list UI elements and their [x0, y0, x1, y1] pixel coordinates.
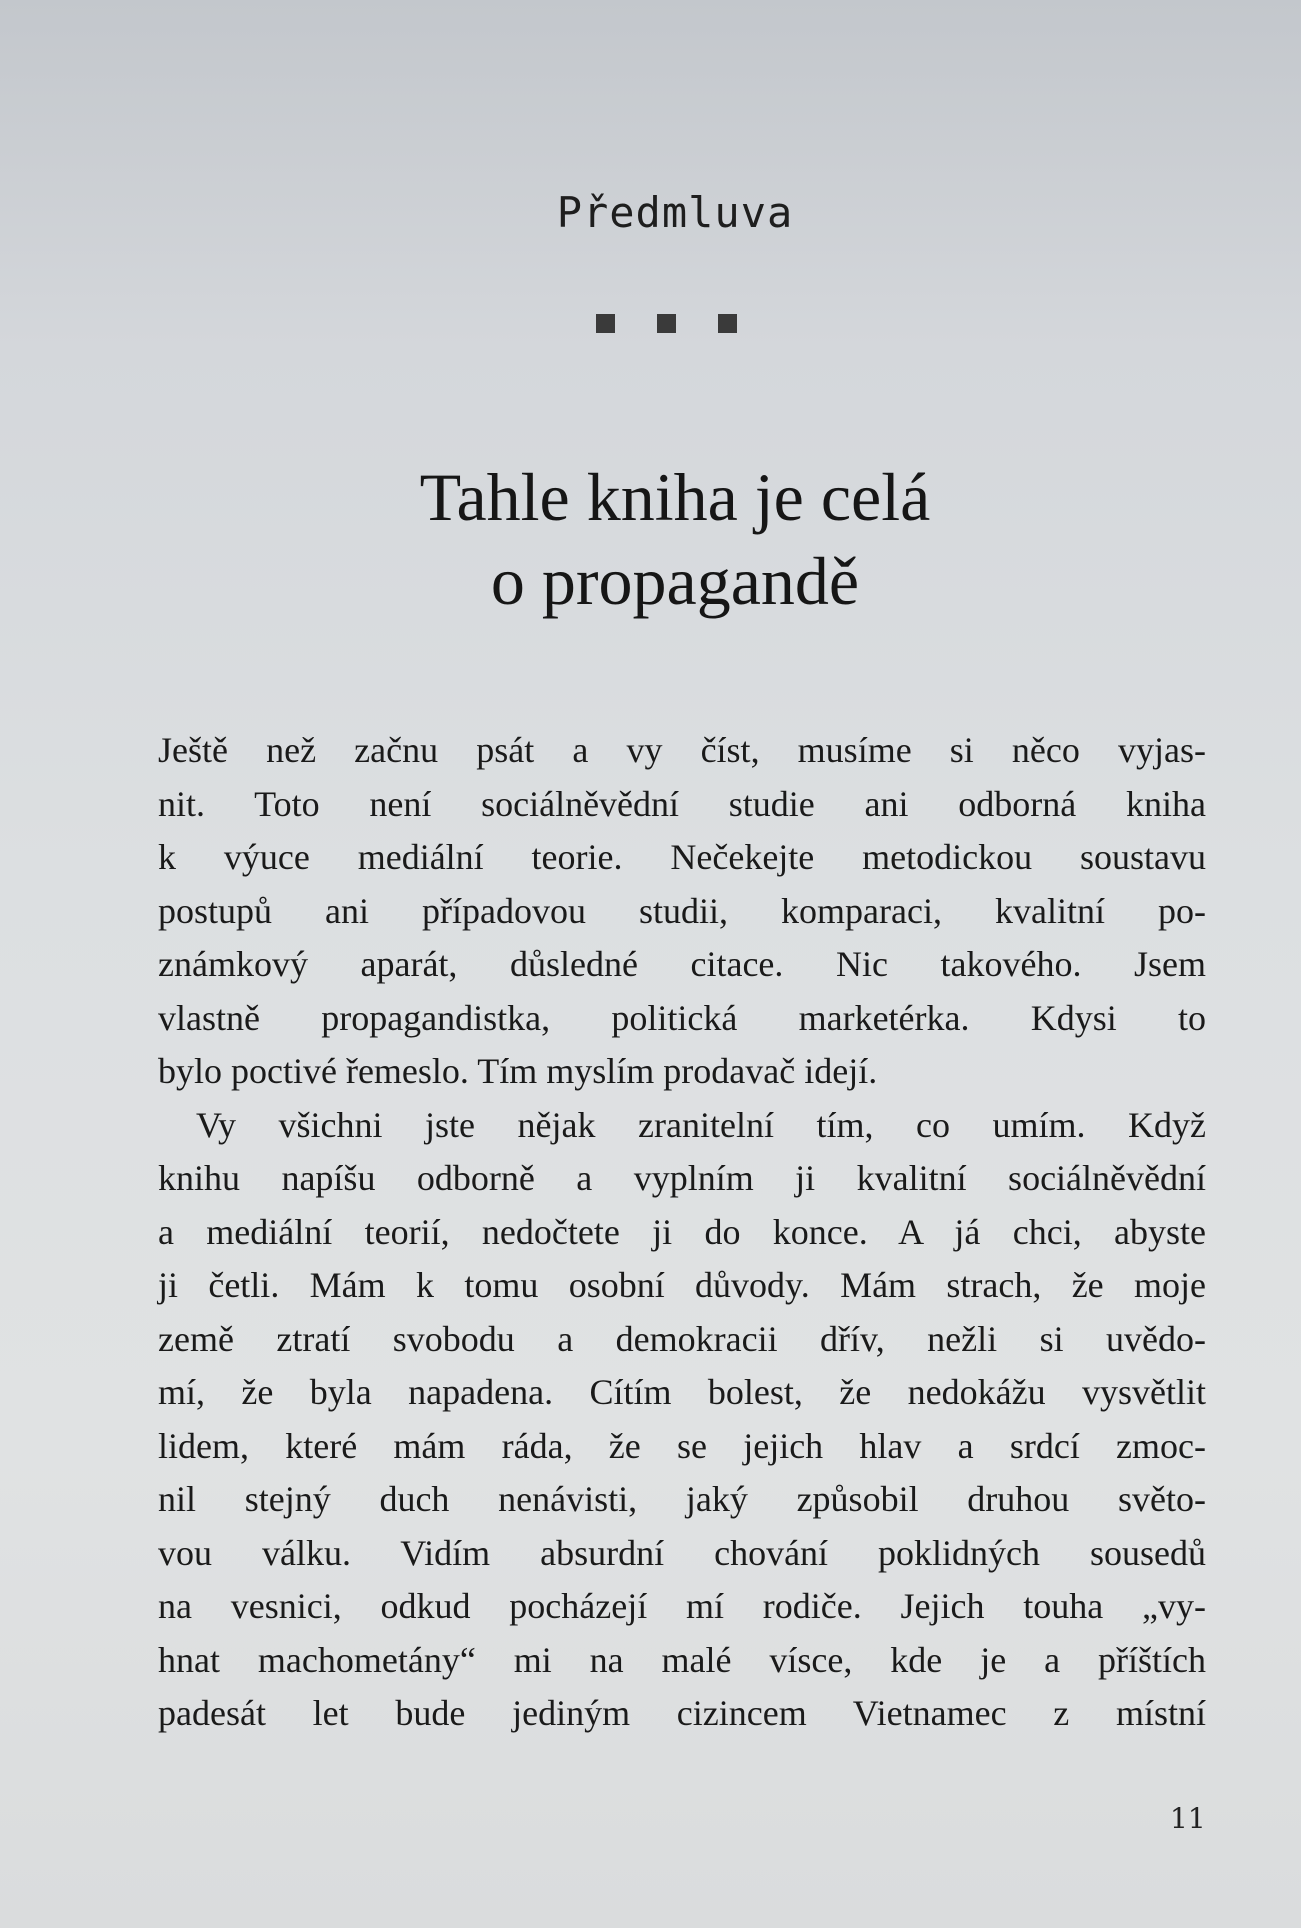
text-line: ji četli. Mám k tomu osobní důvody. Mám strach, že moje — [158, 1265, 1206, 1305]
paragraph — [158, 724, 1206, 1099]
text-line: Ještě než začnu psát a vy číst, musíme si něco vyjas- — [158, 730, 1206, 770]
text-line: nit. Toto není sociálněvědní studie ani odborná kniha — [158, 783, 1206, 824]
chapter-title — [0, 455, 1301, 623]
text-line: lidem, které mám ráda, že se jejich hlav a srdcí zmoc- — [158, 1425, 1206, 1466]
text-line: padesát let bude jediným cizincem Vietnamec z místní — [158, 1693, 1206, 1733]
text-line: vlastně propagandistka, politická marketérka. Kdysi to — [158, 997, 1206, 1038]
title-line: o propagandě — [490, 543, 860, 619]
text-line: mí, že byla napadena. Cítím bolest, že nedokážu vysvětlit — [158, 1372, 1206, 1412]
ornament-square — [657, 314, 676, 333]
paragraph — [158, 1099, 1206, 1741]
text-line: knihu napíšu odborně a vyplním ji kvalitní sociálněvědní — [158, 1158, 1206, 1198]
text-line: na vesnici, odkud pocházejí mí rodiče. Jejich touha „vy- — [158, 1586, 1206, 1626]
title-line: Tahle kniha je celá — [419, 459, 931, 535]
text-line: a mediální teorií, nedočtete ji do konce. A já chci, abyste — [158, 1211, 1206, 1252]
body-text — [158, 724, 1206, 1741]
text-line: postupů ani případovou studii, komparaci, kvalitní po- — [158, 890, 1206, 931]
text-line: nil stejný duch nenávisti, jaký způsobil druhou světo- — [158, 1479, 1206, 1519]
section-ornament — [596, 314, 737, 333]
text-line: země ztratí svobodu a demokracii dřív, nežli si uvědo- — [158, 1318, 1206, 1359]
text-line: Vy všichni jste nějak zranitelní tím, co umím. Když — [196, 1104, 1206, 1145]
ornament-square — [718, 314, 737, 333]
text-line: vou válku. Vidím absurdní chování poklidných sousedů — [158, 1532, 1206, 1573]
page-number: 11 — [1170, 1802, 1206, 1835]
text-line: známkový aparát, důsledné citace. Nic takového. Jsem — [158, 944, 1206, 984]
chapter-label: Předmluva — [556, 188, 794, 237]
ornament-square — [596, 314, 615, 333]
text-line: hnat machometány“ mi na malé vísce, kde je a příštích — [158, 1639, 1206, 1680]
text-line: k výuce mediální teorie. Nečekejte metodickou soustavu — [158, 837, 1206, 877]
text-line: bylo poctivé řemeslo. Tím myslím prodavač idejí. — [158, 1051, 878, 1091]
